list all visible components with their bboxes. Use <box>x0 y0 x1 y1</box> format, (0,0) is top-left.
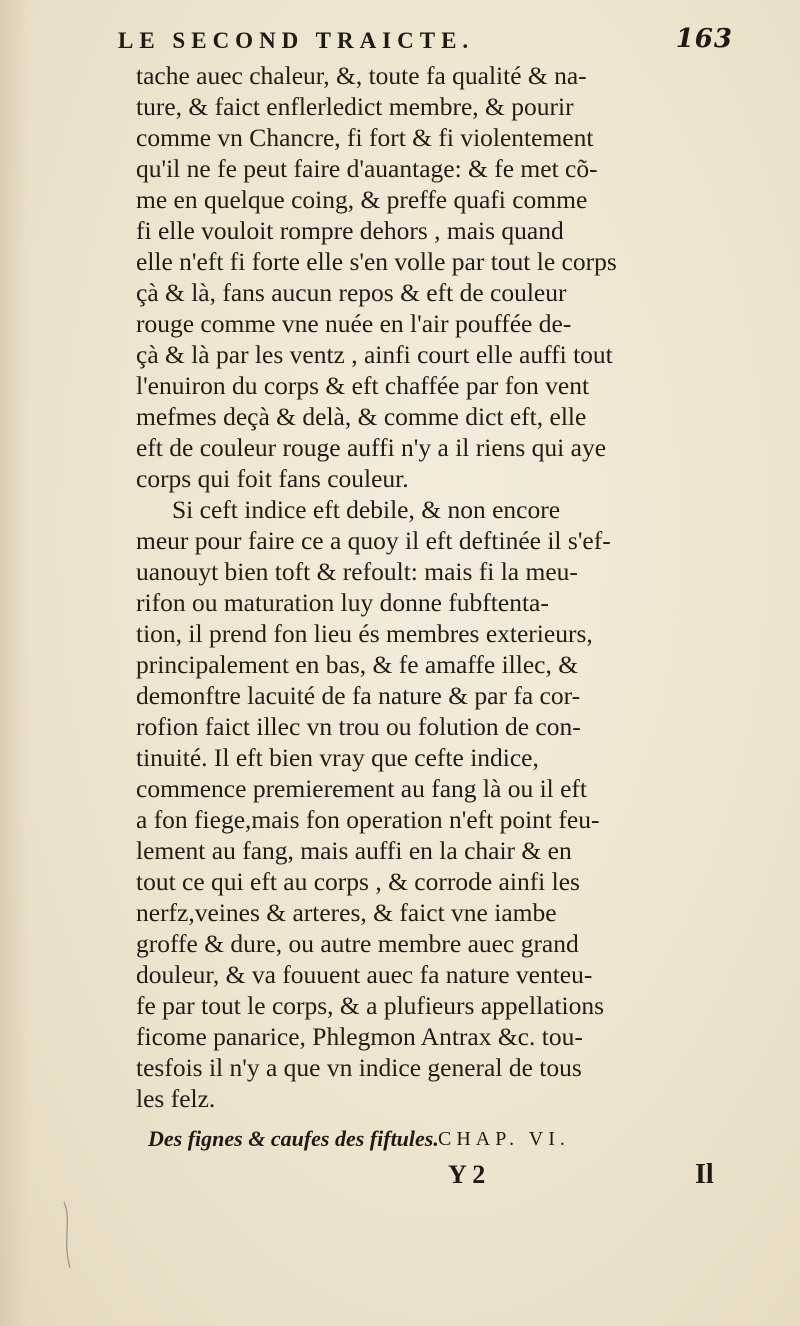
text-line: meur pour faire ce a quoy il eft deftinée il s'ef- <box>136 526 611 555</box>
text-line: douleur, & va fouuent auec fa nature venteu- <box>136 960 593 989</box>
text-line: tache auec chaleur, &, toute fa qualité & na- <box>136 61 587 90</box>
chapter-label: CHAP. VI. <box>438 1128 570 1150</box>
text-line: ture, & faict enflerledict membre, & pourir <box>136 92 574 121</box>
text-line: tinuité. Il eft bien vray que cefte indice, <box>136 743 539 772</box>
text-line: elle n'eft fi forte elle s'en volle par tout le corps <box>136 247 617 276</box>
text-line: ficome panarice, Phlegmon Antrax &c. tou- <box>136 1022 583 1051</box>
text-line: mefmes deçà & delà, & comme dict eft, elle <box>136 402 587 431</box>
text-line: rifon ou maturation luy donne fubftenta- <box>136 588 549 617</box>
text-line: tesfois il n'y a que vn indice general de tous <box>136 1053 582 1082</box>
text-line: rouge comme vne nuée en l'air pouffée de- <box>136 309 572 338</box>
running-head-title: LE SECOND TRAICTE. <box>118 28 475 53</box>
next-chapter-title: Des fignes & caufes des fiftules. <box>148 1126 439 1151</box>
text-line: rofion faict illec vn trou ou folution de con- <box>136 712 581 741</box>
text-line: comme vn Chancre, fi fort & fi violentement <box>136 123 594 152</box>
folio-number: 163 <box>675 24 733 54</box>
text-line: commence premierement au fang là ou il eft <box>136 774 588 803</box>
text-line: me en quelque coing, & preffe quafi comme <box>136 185 588 214</box>
text-line: uanouyt bien toft & refoult: mais fi la meu- <box>136 557 578 586</box>
text-line: tion, il prend fon lieu és membres exterieurs, <box>136 619 593 648</box>
text-line: eft de couleur rouge auffi n'y a il riens qui aye <box>136 433 607 462</box>
text-line: l'enuiron du corps & eft chaffée par fon vent <box>136 371 590 400</box>
text-line: demonftre lacuité de fa nature & par fa cor- <box>136 681 581 710</box>
text-line: corps qui foit fans couleur. <box>136 464 409 493</box>
text-line: nerfz,veines & arteres, & faict vne iambe <box>136 898 557 927</box>
text-line: fe par tout le corps, & a plufieurs appellations <box>136 991 605 1020</box>
text-line: principalement en bas, & fe amaffe illec, & <box>136 650 579 679</box>
text-line: çà & là, fans aucun repos & eft de couleur <box>136 278 567 307</box>
text-line: Si ceft indice eft debile, & non encore <box>172 495 561 524</box>
text-line: tout ce qui eft au corps , & corrode ainfi les <box>136 867 580 896</box>
signature-mark: Y 2 <box>448 1160 486 1189</box>
page-gutter-shadow <box>0 0 28 1326</box>
text-line: a fon fiege,mais fon operation n'eft point feu- <box>136 805 600 834</box>
running-head <box>118 24 733 58</box>
text-line: les felz. <box>136 1084 216 1113</box>
text-line: qu'il ne fe peut faire d'auantage: & fe met cõ- <box>136 154 598 183</box>
margin-ink-mark <box>58 1200 84 1270</box>
text-line: groffe & dure, ou autre membre auec grand <box>136 929 579 958</box>
text-line: fi elle vouloit rompre dehors , mais quand <box>136 216 564 245</box>
text-line: çà & là par les ventz , ainfi court elle auffi tout <box>136 340 613 369</box>
text-line: lement au fang, mais auffi en la chair & en <box>136 836 572 865</box>
catchword: Il <box>695 1159 714 1190</box>
